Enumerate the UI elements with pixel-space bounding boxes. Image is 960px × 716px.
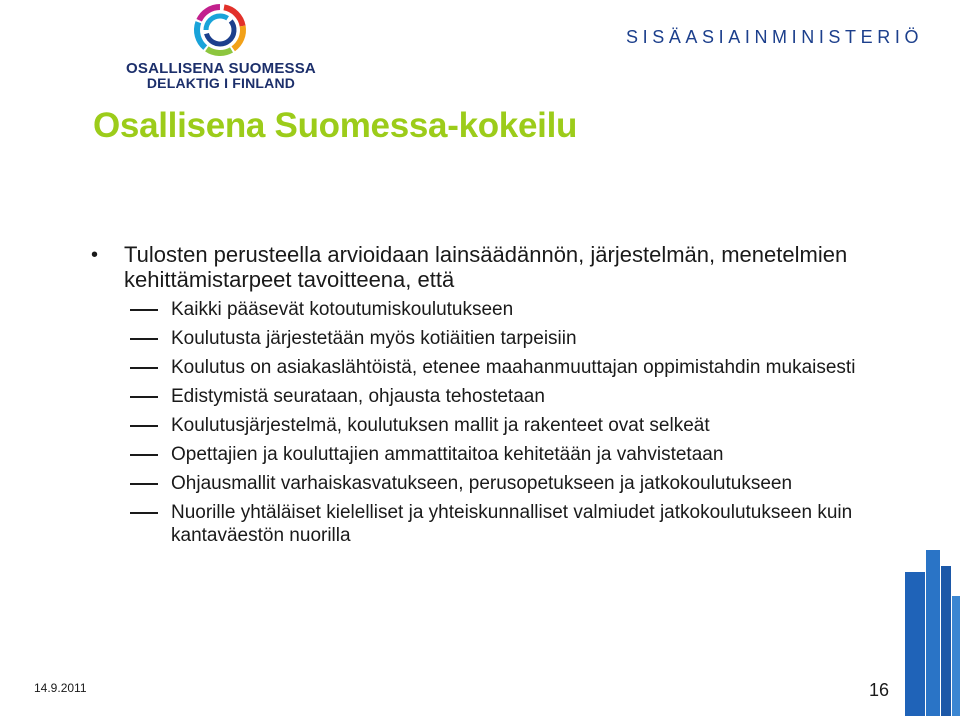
main-bullet-text: Tulosten perusteella arvioidaan lainsäädännön, järjestelmän, menetelmien kehittämistarpeet tavoitteena, että bbox=[124, 242, 848, 292]
decorative-bars bbox=[905, 550, 960, 716]
main-bullet bbox=[91, 242, 864, 292]
deco-bar bbox=[905, 572, 925, 716]
list-item bbox=[171, 356, 901, 379]
slide-date: 14.9.2011 bbox=[34, 681, 87, 695]
list-item-text: Ohjausmallit varhaiskasvatukseen, perusopetukseen ja jatkokoulutukseen bbox=[171, 473, 793, 494]
slide-content bbox=[0, 242, 900, 553]
page-number: 16 bbox=[869, 680, 890, 700]
dash-icon bbox=[130, 512, 158, 514]
ministry-wordmark: SISÄASIAINMINISTERIÖ bbox=[626, 27, 924, 47]
list-item bbox=[171, 298, 901, 321]
list-item bbox=[171, 472, 901, 495]
logo-text-fi: OSALLISENA SUOMESSA bbox=[126, 60, 316, 77]
list-item-text: Opettajien ja kouluttajien ammattitaitoa kehitetään ja vahvistetaan bbox=[171, 444, 724, 465]
osallisena-logo bbox=[118, 4, 324, 90]
dash-icon bbox=[130, 483, 158, 485]
list-item-text: Edistymistä seurataan, ohjausta tehostetaan bbox=[171, 386, 545, 407]
spiral-logo-icon bbox=[191, 4, 249, 56]
dash-icon bbox=[130, 367, 158, 369]
deco-bar bbox=[926, 550, 940, 716]
list-item-text: Nuorille yhtäläiset kielelliset ja yhteiskunnalliset valmiudet jatkokoulutukseen kuin kantaväestön nuorilla bbox=[171, 502, 853, 546]
deco-bar bbox=[941, 566, 951, 716]
list-item bbox=[171, 501, 901, 547]
logo-text-sv: DELAKTIG I FINLAND bbox=[146, 75, 296, 91]
deco-bar bbox=[952, 596, 960, 716]
dash-icon bbox=[130, 338, 158, 340]
slide-title: Osallisena Suomessa-kokeilu bbox=[93, 106, 578, 145]
list-item bbox=[171, 385, 901, 408]
list-item-text: Koulutusjärjestelmä, koulutuksen mallit ja rakenteet ovat selkeät bbox=[171, 415, 710, 436]
list-item-text: Koulutus on asiakaslähtöistä, etenee maahanmuuttajan oppimistahdin mukaisesti bbox=[171, 357, 856, 378]
list-item-text: Kaikki pääsevät kotoutumiskoulutukseen bbox=[171, 299, 514, 320]
list-item bbox=[171, 414, 901, 437]
list-item-text: Koulutusta järjestetään myös kotiäitien tarpeisiin bbox=[171, 328, 577, 349]
list-item bbox=[171, 443, 901, 466]
bullet-dot-icon: • bbox=[91, 244, 99, 266]
dash-icon bbox=[130, 454, 158, 456]
dash-icon bbox=[130, 396, 158, 398]
list-item bbox=[171, 327, 901, 350]
dash-icon bbox=[130, 309, 158, 311]
dash-icon bbox=[130, 425, 158, 427]
sub-bullet-list bbox=[0, 298, 900, 547]
